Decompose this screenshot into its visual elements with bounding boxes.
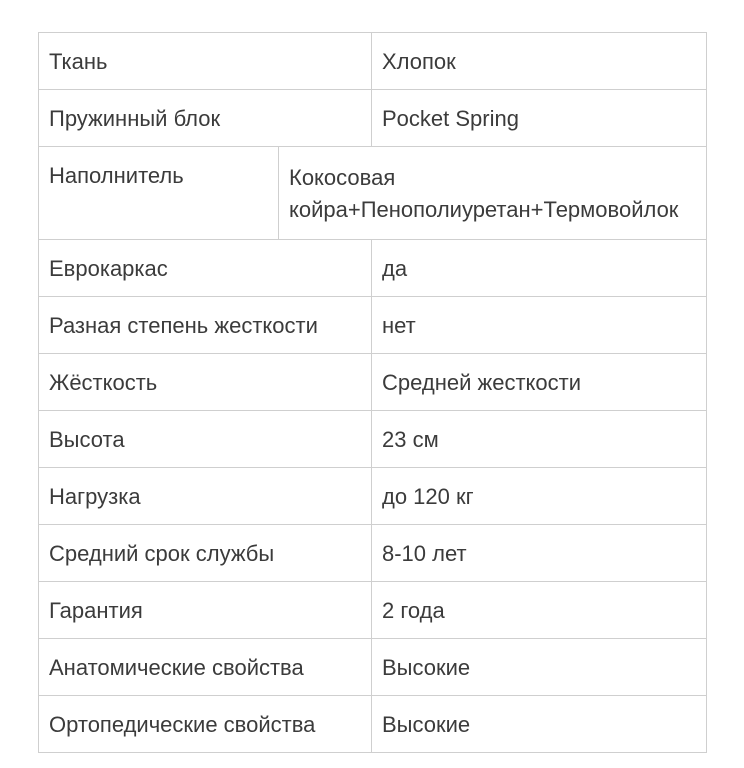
spec-value: 8-10 лет (372, 525, 707, 582)
specifications-table (38, 32, 707, 753)
table-row (39, 639, 707, 696)
spec-value-line: Кокосовая (289, 165, 396, 190)
spec-value-line: койра+Пенополиуретан+Термовойлок (289, 197, 679, 222)
table-row (39, 297, 707, 354)
spec-value: да (372, 240, 707, 297)
table-row (39, 582, 707, 639)
table-row (39, 147, 707, 240)
table-row (39, 411, 707, 468)
table-row (39, 468, 707, 525)
spec-value (279, 147, 707, 240)
spec-value: Высокие (372, 639, 707, 696)
spec-label: Средний срок службы (39, 525, 372, 582)
spec-value: нет (372, 297, 707, 354)
spec-value: 23 см (372, 411, 707, 468)
spec-value: Средней жесткости (372, 354, 707, 411)
table-row (39, 33, 707, 90)
spec-label: Разная степень жесткости (39, 297, 372, 354)
spec-label: Ткань (39, 33, 372, 90)
table-row (39, 696, 707, 753)
spec-label: Наполнитель (39, 147, 279, 240)
table-row (39, 90, 707, 147)
spec-label: Анатомические свойства (39, 639, 372, 696)
spec-label: Еврокаркас (39, 240, 372, 297)
spec-value: Высокие (372, 696, 707, 753)
spec-label: Высота (39, 411, 372, 468)
table-row (39, 354, 707, 411)
spec-value: Хлопок (372, 33, 707, 90)
table-row (39, 525, 707, 582)
spec-label: Пружинный блок (39, 90, 372, 147)
table-row (39, 240, 707, 297)
spec-label: Нагрузка (39, 468, 372, 525)
spec-value: Pocket Spring (372, 90, 707, 147)
spec-label: Гарантия (39, 582, 372, 639)
spec-value: 2 года (372, 582, 707, 639)
spec-label: Ортопедические свойства (39, 696, 372, 753)
spec-label: Жёсткость (39, 354, 372, 411)
spec-value: до 120 кг (372, 468, 707, 525)
